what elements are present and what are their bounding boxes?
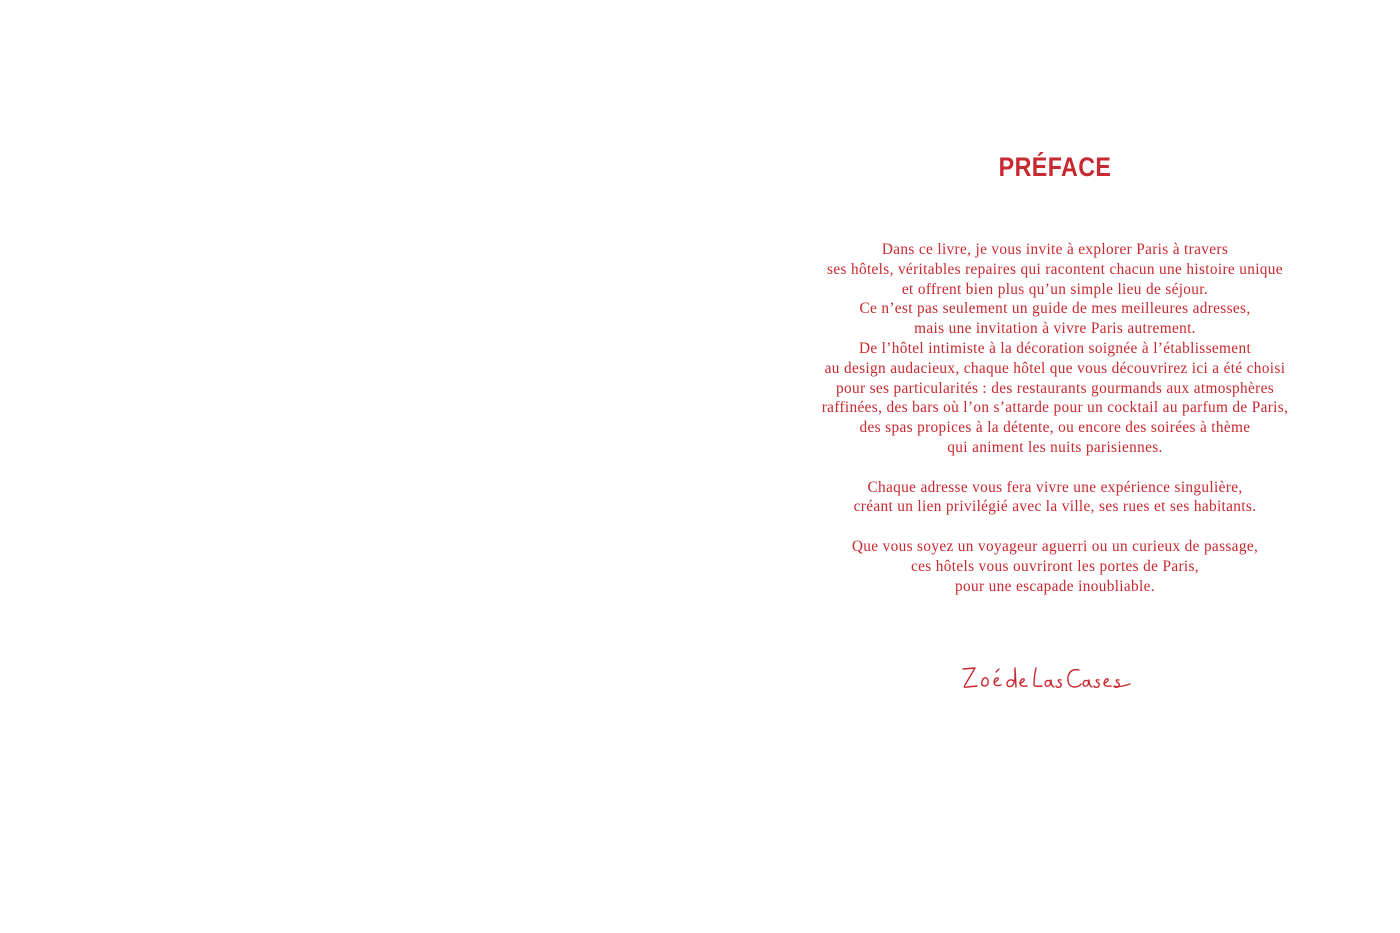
preface-paragraph-3 — [760, 537, 1350, 596]
text-line: et offrent bien plus qu’un simple lieu de séjour. — [901, 280, 1209, 298]
text-line: ses hôtels, véritables repaires qui racontent chacun une histoire unique — [827, 260, 1283, 278]
text-line: pour une escapade inoubliable. — [955, 577, 1155, 595]
text-line: De l’hôtel intimiste à la décoration soignée à l’établissement — [858, 339, 1252, 357]
text-line: raffinées, des bars où l’on s’attarde pour un cocktail au parfum de Paris, — [821, 399, 1289, 417]
text-line: au design audacieux, chaque hôtel que vous découvrirez ici a été choisi — [824, 359, 1286, 377]
text-line: Ce n’est pas seulement un guide de mes meilleures adresses, — [859, 300, 1251, 318]
author-signature — [958, 655, 1138, 695]
text-line: Que vous soyez un voyageur aguerri ou un curieux de passage, — [851, 537, 1259, 555]
preface-paragraph-1 — [760, 240, 1350, 458]
preface-body — [760, 240, 1350, 616]
text-line: créant un lien privilégié avec la ville, ses rues et ses habitants. — [853, 498, 1257, 516]
page-title: PRÉFACE — [998, 152, 1112, 182]
text-line: Chaque adresse vous fera vivre une expérience singulière, — [867, 478, 1243, 496]
text-line: Dans ce livre, je vous invite à explorer Paris à travers — [881, 241, 1229, 258]
text-line: mais une invitation à vivre Paris autrement. — [914, 320, 1196, 338]
preface-paragraph-2 — [760, 478, 1350, 518]
text-line: pour ses particularités : des restaurants gourmands aux atmosphères — [835, 379, 1275, 397]
text-line: ces hôtels vous ouvriront les portes de Paris, — [910, 557, 1199, 575]
text-line: des spas propices à la détente, ou encore des soirées à thème — [859, 419, 1251, 437]
right-page — [700, 0, 1400, 933]
text-line: qui animent les nuits parisiennes. — [947, 438, 1163, 456]
